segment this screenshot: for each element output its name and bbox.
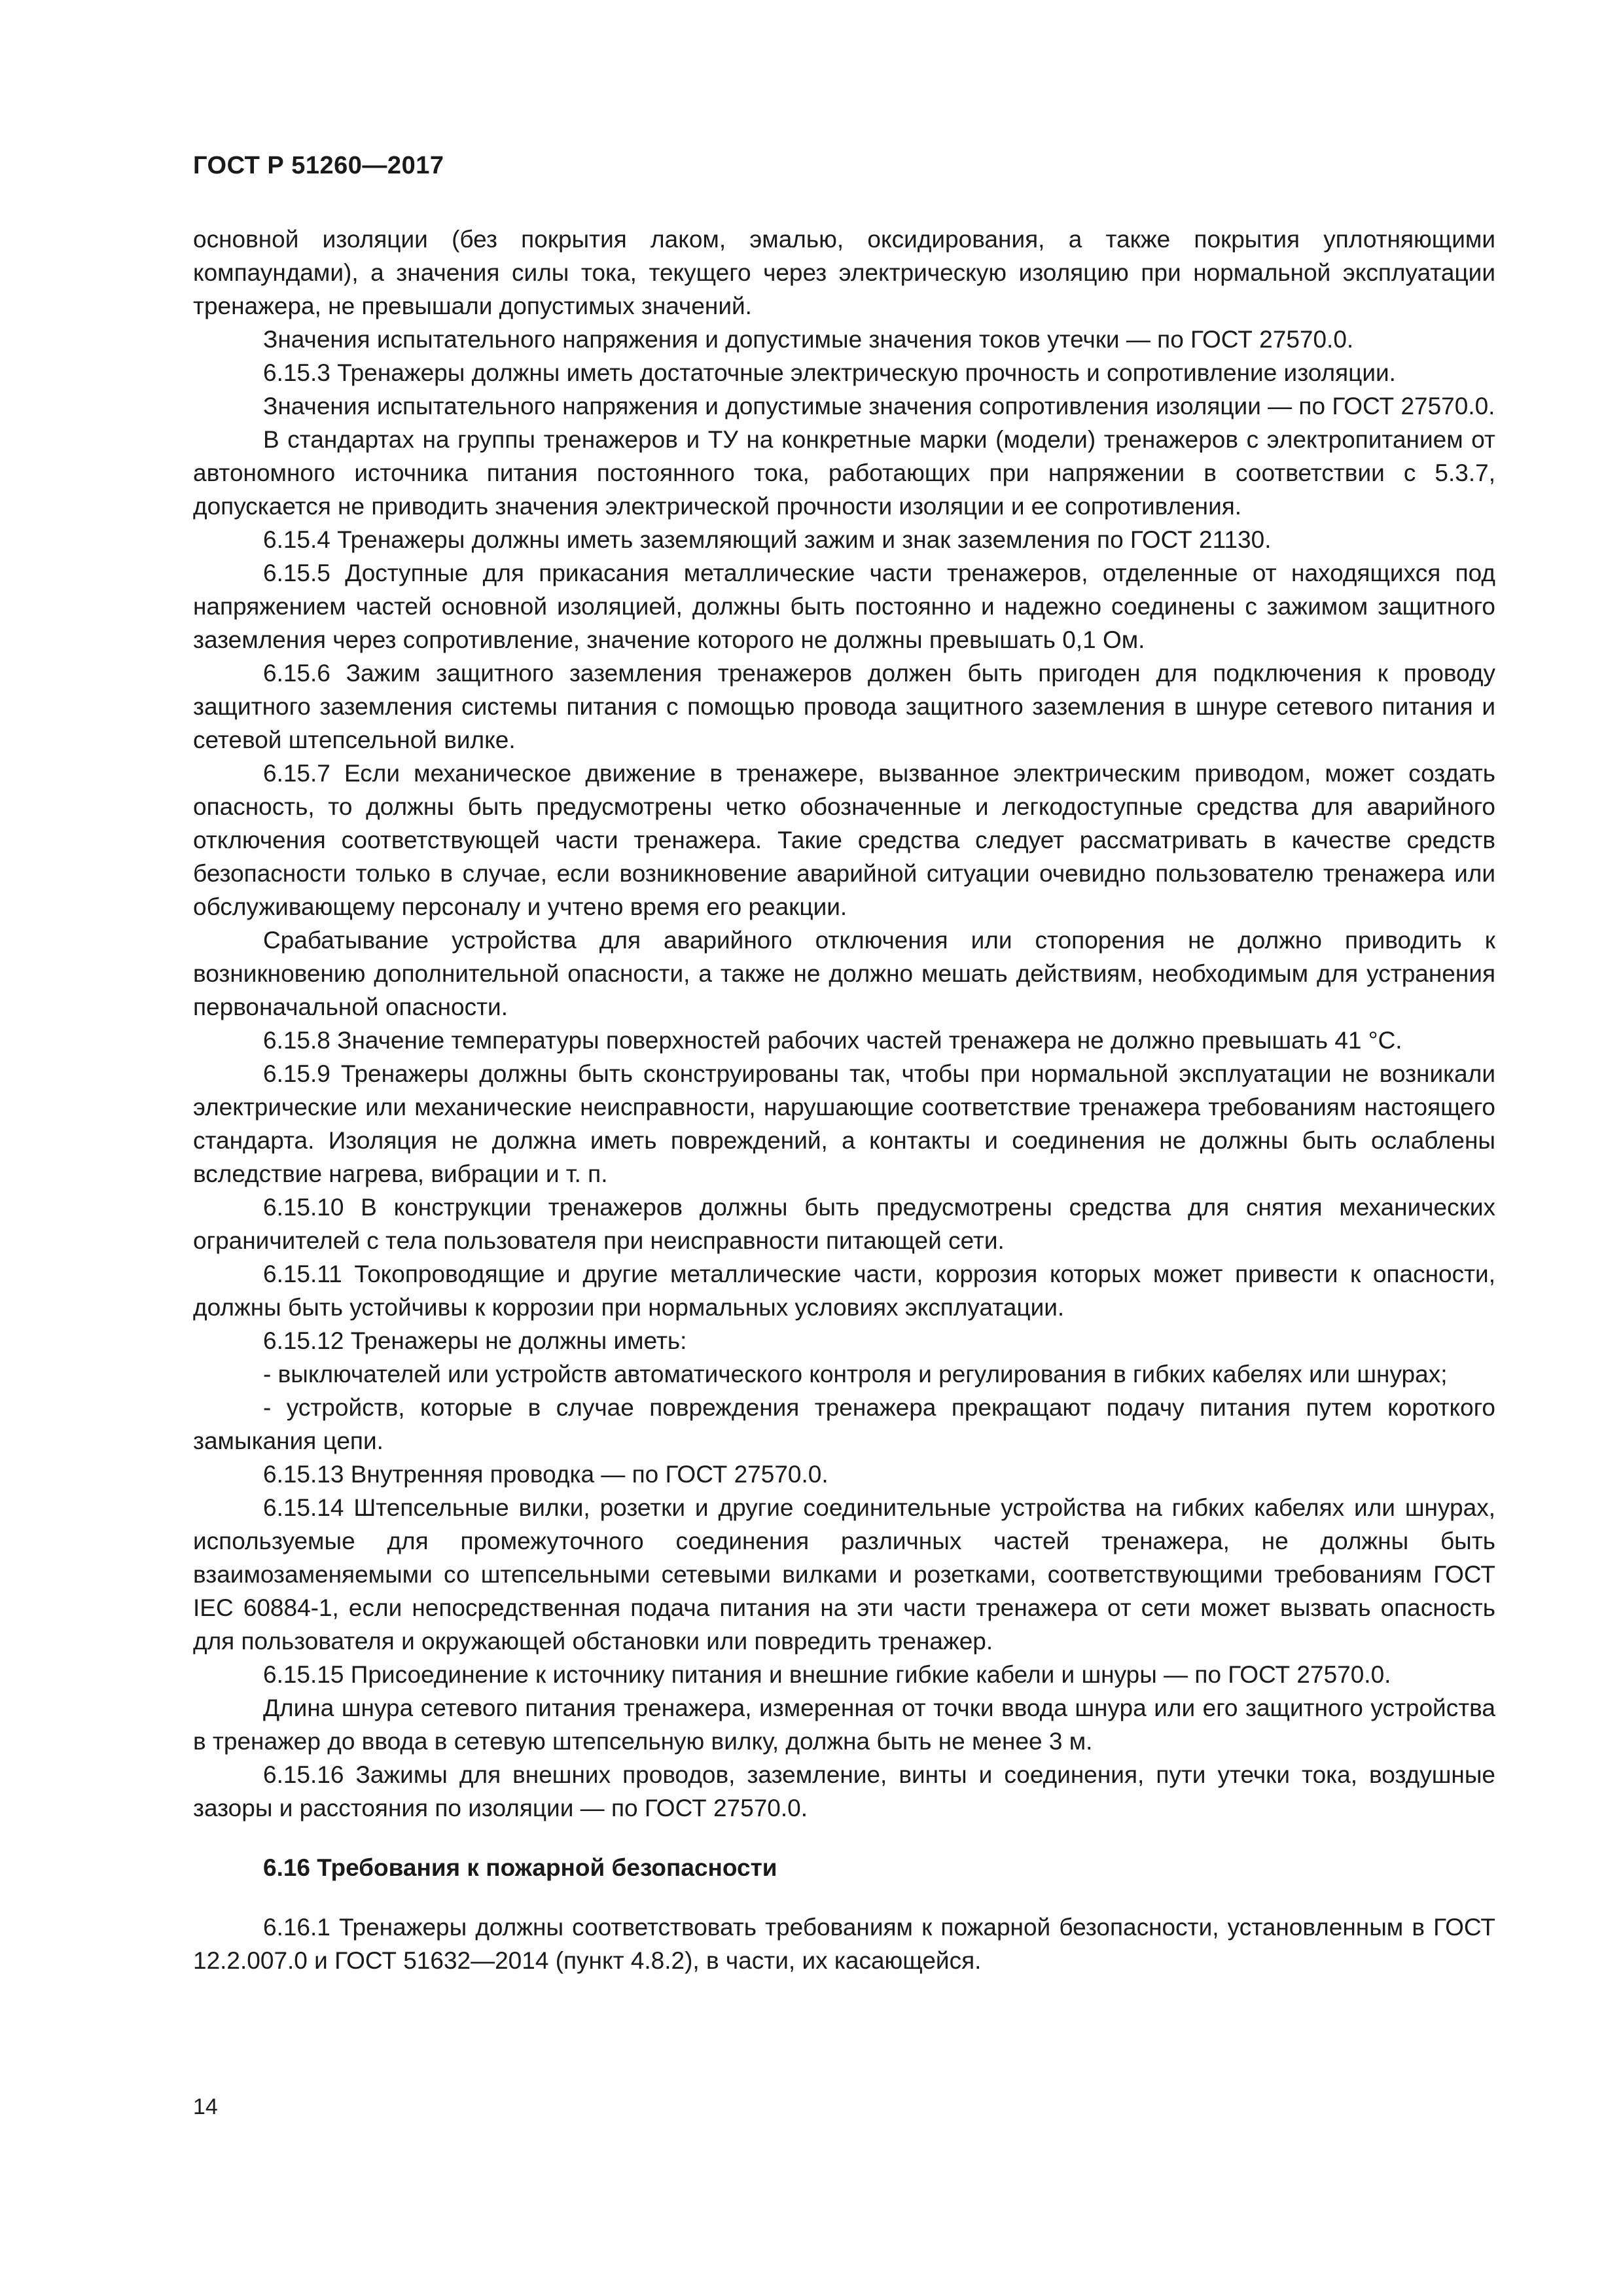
paragraph: 6.15.13 Внутренняя проводка — по ГОСТ 27570.0. bbox=[263, 1461, 829, 1488]
paragraph: 6.15.8 Значение температуры поверхностей рабочих частей тренажера не должно превышать 41 °С. bbox=[263, 1027, 1402, 1054]
paragraph: 6.15.10 В конструкции тренажеров должны быть предусмотрены средства для снятия механических ограничителей с тела пользователя при неисправности питающей сети. bbox=[193, 1194, 1495, 1254]
paragraph: Значения испытательного напряжения и допустимые значения сопротивления изоляции — по ГОСТ 27570.0. bbox=[263, 393, 1495, 420]
paragraph: Длина шнура сетевого питания тренажера, измеренная от точки ввода шнура или его защитного устройства в тренажер до ввода в сетевую штепсельную вилку, должна быть не менее 3 м. bbox=[193, 1695, 1495, 1755]
paragraph: 6.15.9 Тренажеры должны быть сконструированы так, чтобы при нормальной эксплуатации не возникали электрические или механические неисправности, нарушающие соответствие тренажера требованиям настоящего стандарта. Изоляция не должна иметь повреждений, а контакты и соединения не должны быть ослаблены вследствие нагрева, вибрации и т. п. bbox=[193, 1060, 1495, 1187]
paragraph: 6.16.1 Тренажеры должны соответствовать требованиям к пожарной безопасности, установленным в ГОСТ 12.2.007.0 и ГОСТ 51632—2014 (пункт 4.8.2), в части, их касающейся. bbox=[193, 1914, 1495, 1974]
paragraph: 6.15.5 Доступные для прикасания металлические части тренажеров, отделенные от находящихся под напряжением частей основной изоляцией, должны быть постоянно и надежно соединены с зажимом защитного заземления через сопротивление, значение которого не должны превышать 0,1 Ом. bbox=[193, 560, 1495, 653]
paragraph: 6.15.15 Присоединение к источнику питания и внешние гибкие кабели и шнуры — по ГОСТ 27570.0. bbox=[263, 1661, 1391, 1688]
paragraph: 6.15.3 Тренажеры должны иметь достаточные электрическую прочность и сопротивление изоляции. bbox=[263, 359, 1396, 386]
paragraph: 6.15.16 Зажимы для внешних проводов, заземление, винты и соединения, пути утечки тока, воздушные зазоры и расстояния по изоляции — по ГОСТ 27570.0. bbox=[193, 1761, 1495, 1821]
document-body bbox=[193, 223, 1495, 1977]
list-item: - выключателей или устройств автоматического контроля и регулирования в гибких кабелях или шнурах; bbox=[263, 1361, 1448, 1388]
list-item: - устройств, которые в случае повреждения тренажера прекращают подачу питания путем короткого замыкания цепи. bbox=[193, 1394, 1495, 1454]
paragraph: 6.15.12 Тренажеры не должны иметь: bbox=[263, 1327, 687, 1354]
paragraph: основной изоляции (без покрытия лаком, эмалью, оксидирования, а также покрытия уплотняющими компаундами), а значения силы тока, текущего через электрическую изоляцию при нормальной эксплуатации тренажера, не превышали допустимых значений. bbox=[193, 226, 1495, 319]
paragraph: Значения испытательного напряжения и допустимые значения токов утечки — по ГОСТ 27570.0. bbox=[263, 326, 1354, 353]
paragraph: 6.15.6 Зажим защитного заземления тренажеров должен быть пригоден для подключения к проводу защитного заземления системы питания с помощью провода защитного заземления в шнуре сетевого питания и сетевой штепсельной вилке. bbox=[193, 660, 1495, 753]
paragraph: 6.15.11 Токопроводящие и другие металлические части, коррозия которых может привести к опасности, должны быть устойчивы к коррозии при нормальных условиях эксплуатации. bbox=[193, 1261, 1495, 1321]
document-page bbox=[193, 0, 1495, 2296]
paragraph: 6.15.7 Если механическое движение в тренажере, вызванное электрическим приводом, может создать опасность, то должны быть предусмотрены четко обозначенные и легкодоступные средства для аварийного отключения соответствующей части тренажера. Такие средства следует рассматривать в качестве средств безопасности только в случае, если возникновение аварийной ситуации очевидно пользователю тренажера или обслуживающему персоналу и учтено время его реакции. bbox=[193, 760, 1495, 920]
paragraph: В стандартах на группы тренажеров и ТУ на конкретные марки (модели) тренажеров с электропитанием от автономного источника питания постоянного тока, работающих при напряжении в соответствии с 5.3.7, допускается не приводить значения электрической прочности изоляции и ее сопротивления. bbox=[193, 426, 1495, 520]
document-header: ГОСТ Р 51260—2017 bbox=[193, 152, 444, 179]
section-heading: 6.16 Требования к пожарной безопасности bbox=[263, 1854, 777, 1881]
page-number: 14 bbox=[193, 2094, 218, 2119]
paragraph: 6.15.14 Штепсельные вилки, розетки и другие соединительные устройства на гибких кабелях или шнурах, используемые для промежуточного соединения различных частей тренажера, не должны быть взаимозаменяемыми со штепсельными сетевыми вилками и розетками, соответствующими требованиям ГОСТ IEC 60884-1, если непосредственная подача питания на эти части тренажера от сети может вызвать опасность для пользователя и окружающей обстановки или повредить тренажер. bbox=[193, 1494, 1495, 1655]
paragraph: Срабатывание устройства для аварийного отключения или стопорения не должно приводить к возникновению дополнительной опасности, а также не должно мешать действиям, необходимым для устранения первоначальной опасности. bbox=[193, 927, 1495, 1020]
paragraph: 6.15.4 Тренажеры должны иметь заземляющий зажим и знак заземления по ГОСТ 21130. bbox=[263, 526, 1272, 553]
